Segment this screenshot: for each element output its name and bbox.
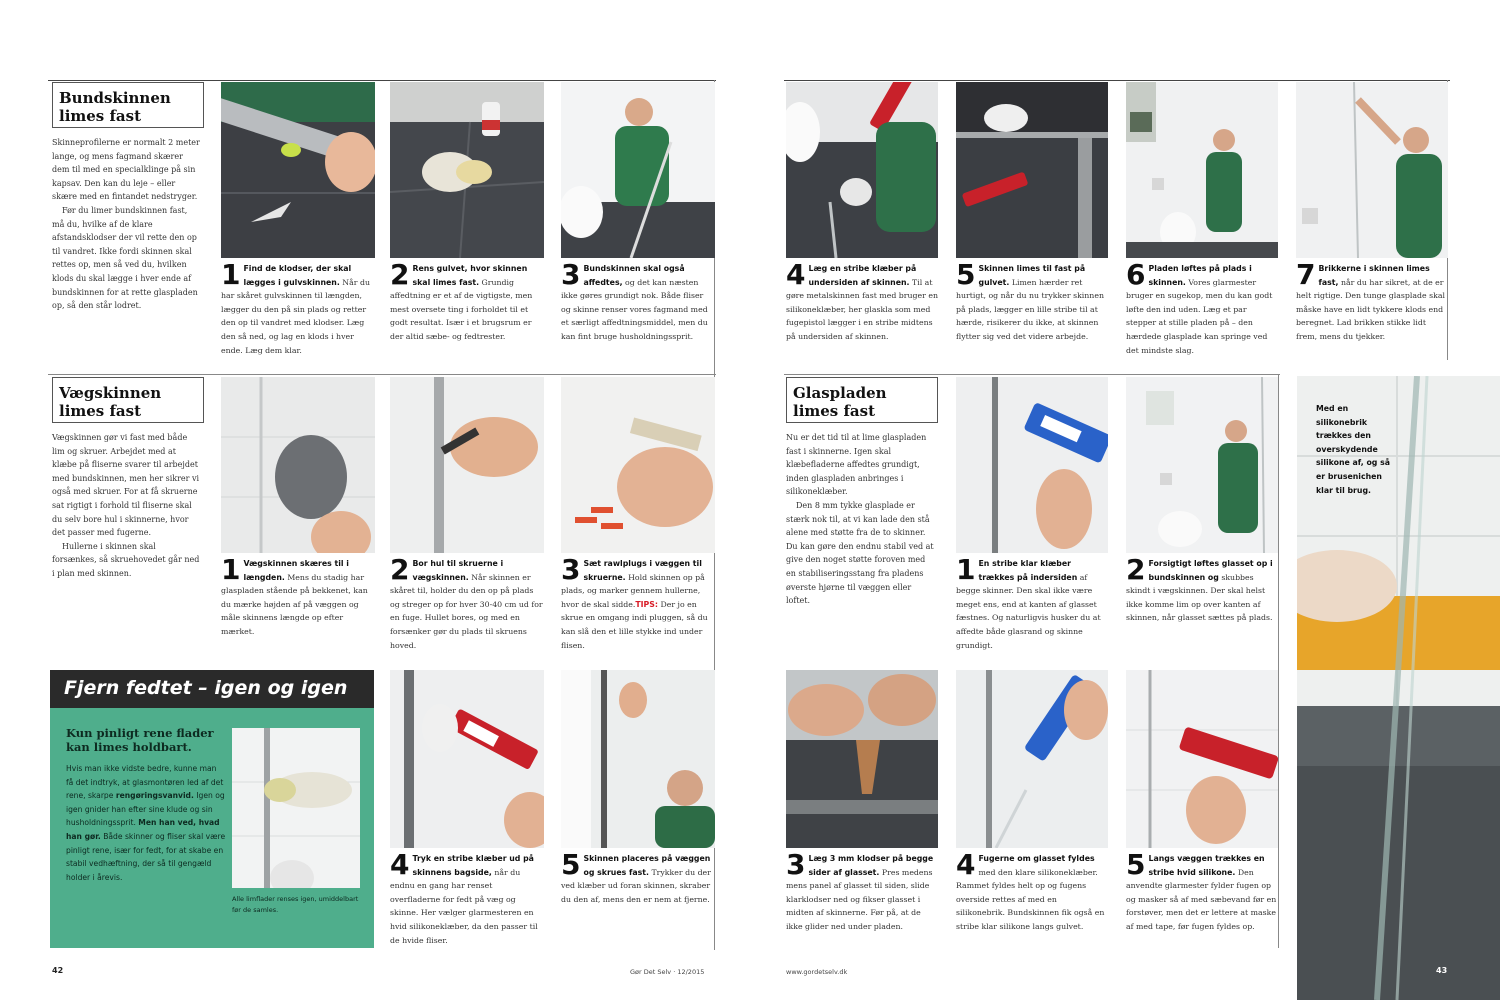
photo-sealing-joint-image	[956, 670, 1108, 848]
step-lead: Læg 3 mm klodser på begge sider af glasset.	[808, 854, 934, 877]
info-box-text: Igen og igen gnider han efter sine klude og sin husholdningssprit.	[66, 791, 225, 828]
intro-paragraph: Den 8 mm tykke glasplade er stærk nok til, at vi kan lade den stå alene med støtte fra de to skinner. Du kan gøre den endnu stabil ved at give den noget støtte foroven med en stabiliseringsstang fra pladens øverste hjørne til væggen eller loftet.	[786, 500, 934, 606]
large-photo-note: Med en silikonebrik trækkes den overskydende silikone af, og så er brusenichen klar til brug.	[1316, 404, 1391, 495]
website-footer: www.gordetselv.dk	[786, 968, 848, 976]
step-text: Limen hærder ret hurtigt, og når du nu trykker skinnen på plads, lægger en lille stribe til at hærde, risikerer du ikke, at skinnen flytter sig ved det videre arbejde.	[956, 277, 1104, 341]
photo-adhesive-rail	[390, 670, 544, 848]
step-text: Når skinnen er skåret til, holder du den op på plads og streger op for hver 30-40 cm ud for en fuge. Hullet bores, og med en forsænker gør du plads til skruens hoved.	[390, 572, 543, 650]
step-number: 2	[390, 553, 410, 586]
step-text: Vores glarmester bruger en sugekop, men du kan godt løfte den ind uden. Læg et par stepper at stille pladen på – den hærdede glasplade kan springe ved det mindste slag.	[1126, 277, 1273, 355]
step-lead: Find de klodser, der skal lægges i gulvskinnen.	[243, 264, 352, 287]
photo-inset-cleaning	[232, 728, 360, 888]
section-intro	[52, 431, 202, 581]
step-lead: Sæt rawlplugs i væggen til skruerne.	[583, 559, 702, 582]
step-text: når du har sikret, at de er helt rigtige. Den tunge glasplade skal måske have en lidt tykkere klods end beregnet. Lad brikken stikke lidt frem, mens du tjekker.	[1296, 277, 1445, 341]
step-text: Hold skinnen op på plads, og marker gennem hullerne, hvor de skal sidde.	[561, 572, 705, 609]
step-number: 2	[1126, 553, 1146, 586]
top-rule	[784, 80, 1450, 81]
step-lead: Bor hul til skruerne i vægskinnen.	[412, 559, 504, 582]
step-number: 3	[561, 258, 581, 291]
section-title: Vægskinnen limes fast	[59, 384, 162, 420]
photo-wall-silicone	[1126, 670, 1278, 848]
step-text: af begge skinner. Den skal ikke være meget ens, end at kanten af glasset fæstnes. Og naturligvis husker du at affedte både glasrand og skinne grundigt.	[956, 572, 1101, 650]
intro-paragraph: Før du limer bundskinnen fast, må du, hvilke af de klare afstandsklodser der vil rette den op til vandret. Ikke fordi skinnen skal rettes op, men så ved du, hvilken klods du skal lægge i hver ende af bundskinnen for at rette glaspladen op, så den står lodret.	[52, 205, 198, 311]
section-rule	[784, 374, 1280, 375]
step-number: 6	[1126, 258, 1146, 291]
photo-man-kneeling	[561, 82, 715, 258]
photo-wall-silicone-image	[1126, 670, 1278, 848]
section-intro	[52, 136, 202, 313]
photo-lifting-glass	[1126, 82, 1278, 258]
step-number: 7	[1296, 258, 1316, 291]
step-caption	[390, 848, 544, 947]
step-text: når du endnu en gang har renset overfladerne for fedt på væg og skinne. Her vælger glarmesteren en hvid silikoneklæber, da den passer til de hvide fliser.	[390, 867, 538, 945]
magazine-footer: Gør Det Selv · 12/2015	[630, 968, 705, 976]
info-box-title: Fjern fedtet – igen og igen	[64, 677, 348, 699]
step-text: og det kan næsten ikke gøres grundigt nok. Både fliser og skinne renser vores fagmand med et særligt affedtningsmiddel, men du kan fint bruge husholdningssprit.	[561, 277, 708, 341]
step-caption	[1126, 848, 1278, 934]
section-header-glaspladen	[786, 377, 938, 423]
step-number: 5	[561, 848, 581, 881]
step-number: 5	[956, 258, 976, 291]
section-rule	[48, 374, 716, 375]
photo-man-kneeling-image	[561, 82, 715, 258]
photo-spirit-level	[221, 82, 375, 258]
step-lead: Skinnen placeres på væggen og skrues fast.	[583, 854, 711, 877]
photo-fixing-clips	[1296, 82, 1448, 258]
intro-paragraph: Nu er det tid til at lime glaspladen fast i skinnerne. Igen skal klæbefladerne affedtes grundigt, inden glaspladen anbringes i silikoneklæber.	[786, 433, 927, 497]
photo-adhesive-inside	[956, 377, 1108, 553]
photo-marking-wall	[221, 377, 375, 553]
page-number: 42	[52, 966, 64, 975]
intro-paragraph: Vægskinnen gør vi fast med både lim og skruer. Arbejdet med at klæbe på fliserne svarer til arbejdet med bundskinnen, men her sikrer vi også med skruer. For at få skruerne sat rigtigt i forhold til fliserne skal du selv bore hul i skinnerne, hvor det passer med fugerne.	[52, 433, 200, 538]
step-number: 4	[786, 258, 806, 291]
step-lead: Fugerne om glasset fyldes	[978, 854, 1095, 863]
step-number: 3	[786, 848, 806, 881]
info-box-head: Kun pinligt rene flader kan limes holdbart.	[66, 726, 214, 754]
info-box-text: Både skinner og fliser skal være pinligt rene, især for fedt, for at skabe en stabil vedhæftning, der så til gengæld holder i årevis.	[66, 831, 226, 882]
step-caption	[390, 553, 544, 652]
step-caption	[221, 553, 375, 639]
step-text: Trykker du der ved klæber ud foran skinnen, skraber du den af, mens den er nem at fjerne.	[561, 867, 711, 904]
step-lead: Tryk en stribe klæber ud på skinnens bagside,	[412, 854, 534, 877]
photo-lifting-glass-image	[1126, 82, 1278, 258]
info-box-emphasis: Men han ved, hvad han gør.	[66, 818, 220, 841]
photo-adhesive-rail-image	[390, 670, 544, 848]
section-header-bundskinnen	[52, 82, 204, 128]
photo-rail-floor	[956, 82, 1108, 258]
top-rule	[48, 80, 716, 81]
photo-marking-wall-image	[221, 377, 375, 553]
info-box-emphasis: rengøringsvanvid.	[115, 791, 194, 801]
inset-caption: Alle limflader renses igen, umiddelbart før de samles.	[232, 895, 359, 914]
step-lead: Forsigtigt løftes glasset op i bundskinnen og	[1148, 559, 1273, 582]
photo-rail-screwed-image	[561, 670, 715, 848]
step-number: 2	[390, 258, 410, 291]
info-box-title-bar	[50, 670, 374, 708]
step-caption	[1126, 258, 1278, 357]
photo-caulking-rail-image	[786, 82, 938, 258]
photo-drilling-rail	[390, 377, 544, 553]
section-title: Bundskinnen limes fast	[59, 89, 171, 125]
section-intro	[786, 431, 936, 608]
photo-rail-floor-image	[956, 82, 1108, 258]
photo-inset-cleaning-image	[232, 728, 360, 888]
step-caption	[786, 848, 938, 934]
photo-caulking-rail	[786, 82, 938, 258]
photo-rail-screwed	[561, 670, 715, 848]
step-number: 1	[221, 258, 241, 291]
photo-glass-placed-image	[1126, 377, 1278, 553]
photo-cleaning-floor-image	[390, 82, 544, 258]
step-caption	[1126, 553, 1278, 625]
step-caption	[221, 258, 375, 357]
step-text: Grundig affedtning er et af de vigtigste, men mest oversete ting i forholdet til et godt resultat. Især i et brugsrum er der altid sæbe- og fedtrester.	[390, 277, 533, 341]
step-text: Den anvendte glarmester fylder fugen op og masker så af med sæbevand før en forstøver, men det er lettere at maske af med tape, før fugen fyldes op.	[1126, 867, 1277, 931]
step-lead: Pladen løftes på plads i skinnen.	[1148, 264, 1252, 287]
step-number: 4	[390, 848, 410, 881]
step-caption	[390, 258, 544, 344]
section-header-vaegskinnen	[52, 377, 204, 423]
step-lead: Rens gulvet, hvor skinnen skal limes fast.	[412, 264, 528, 287]
step-lead: En stribe klar klæber trækkes på indersiden	[978, 559, 1078, 582]
photo-drilling-rail-image	[390, 377, 544, 553]
step-text: med den klare silikoneklæber. Rammet fyldes helt op og fugens overside rettes af med en silikonebrik. Bundskinnen fik også en stribe klar silikone langs gulvet.	[956, 867, 1105, 931]
page-number: 43	[1436, 966, 1448, 975]
photo-rawlplugs-image	[561, 377, 715, 553]
step-number: 5	[1126, 848, 1146, 881]
step-number: 4	[956, 848, 976, 881]
step-number: 3	[561, 553, 581, 586]
step-lead: Læg en stribe klæber på undersiden af skinnen.	[808, 264, 917, 287]
step-caption	[956, 553, 1108, 652]
step-text: Til at gøre metalskinnen fast med bruger en silikoneklæber, her glaskla som med fugepistol lægger i en stribe midtens på undersiden af skinnen.	[786, 277, 938, 341]
photo-glass-placed	[1126, 377, 1278, 553]
photo-fixing-clips-image	[1296, 82, 1448, 258]
tips-label: TIPS:	[635, 599, 658, 609]
step-number: 1	[221, 553, 241, 586]
step-lead: Langs væggen trækkes en stribe hvid silikone.	[1148, 854, 1265, 877]
info-box-text: Hvis man ikke vidste bedre, kunne man få det indtryk, at glasmontøren led af det rene, skarpe	[66, 764, 224, 801]
step-lead: Skinnen limes til fast på gulvet.	[978, 264, 1086, 287]
photo-spacer-clips	[786, 670, 938, 848]
photo-spirit-level-image	[221, 82, 375, 258]
photo-cleaning-floor	[390, 82, 544, 258]
step-text: Pres medens mens panel af glasset til siden, slide klarklodser ned og fikser glasset i midten af skinnerne. Før på, at de ikke glider ned under pladen.	[786, 867, 933, 931]
step-caption	[561, 848, 715, 906]
step-lead: Brikkerne i skinnen limes fast,	[1318, 264, 1430, 287]
step-number: 1	[956, 553, 976, 586]
step-text: Mens du stadig har glaspladen stående på bekkenet, kan du mærke højden af på væggen og måle skinnens længde op efter mærket.	[221, 572, 368, 636]
tips-text: Der jo en skrue en omgang indi pluggen, så du kan slå den et lille stykke ind under flisen.	[561, 599, 708, 650]
step-caption	[956, 848, 1108, 934]
info-box-body	[66, 726, 226, 884]
step-text: skubbes skindt i vægskinnen. Der skal helst ikke komme lim op over kanten af skinnen, når glasset sættes på plads.	[1126, 572, 1273, 623]
step-lead: Vægskinnen skæres til i længden.	[243, 559, 349, 582]
step-caption	[1296, 258, 1446, 344]
step-caption	[561, 553, 715, 652]
step-caption	[561, 258, 715, 344]
step-caption	[786, 258, 938, 344]
intro-paragraph: Hullerne i skinnen skal forsænkes, så skruehovedet går ned i plan med skinnen.	[52, 541, 200, 578]
step-lead: Bundskinnen skal også affedtes,	[583, 264, 685, 287]
photo-spacer-clips-image	[786, 670, 938, 848]
photo-rawlplugs	[561, 377, 715, 553]
step-caption	[956, 258, 1108, 344]
step-text: Når du har skåret gulvskinnen til længden, lægger du den på sin plads og retter den op til vandret med klodser. Læg den så ned, og lag en klods i hver ende. Læg dem klar.	[221, 277, 370, 355]
intro-paragraph: Skinneprofilerne er normalt 2 meter lange, og mens fagmand skærer dem til med en specialklinge på sin kapsav. Den kan du leje – eller skære med en fintandet nedstryger.	[52, 138, 200, 202]
section-title: Glaspladen limes fast	[793, 384, 887, 420]
photo-adhesive-inside-image	[956, 377, 1108, 553]
photo-sealing-joint	[956, 670, 1108, 848]
page-edge-rule	[1278, 374, 1279, 948]
